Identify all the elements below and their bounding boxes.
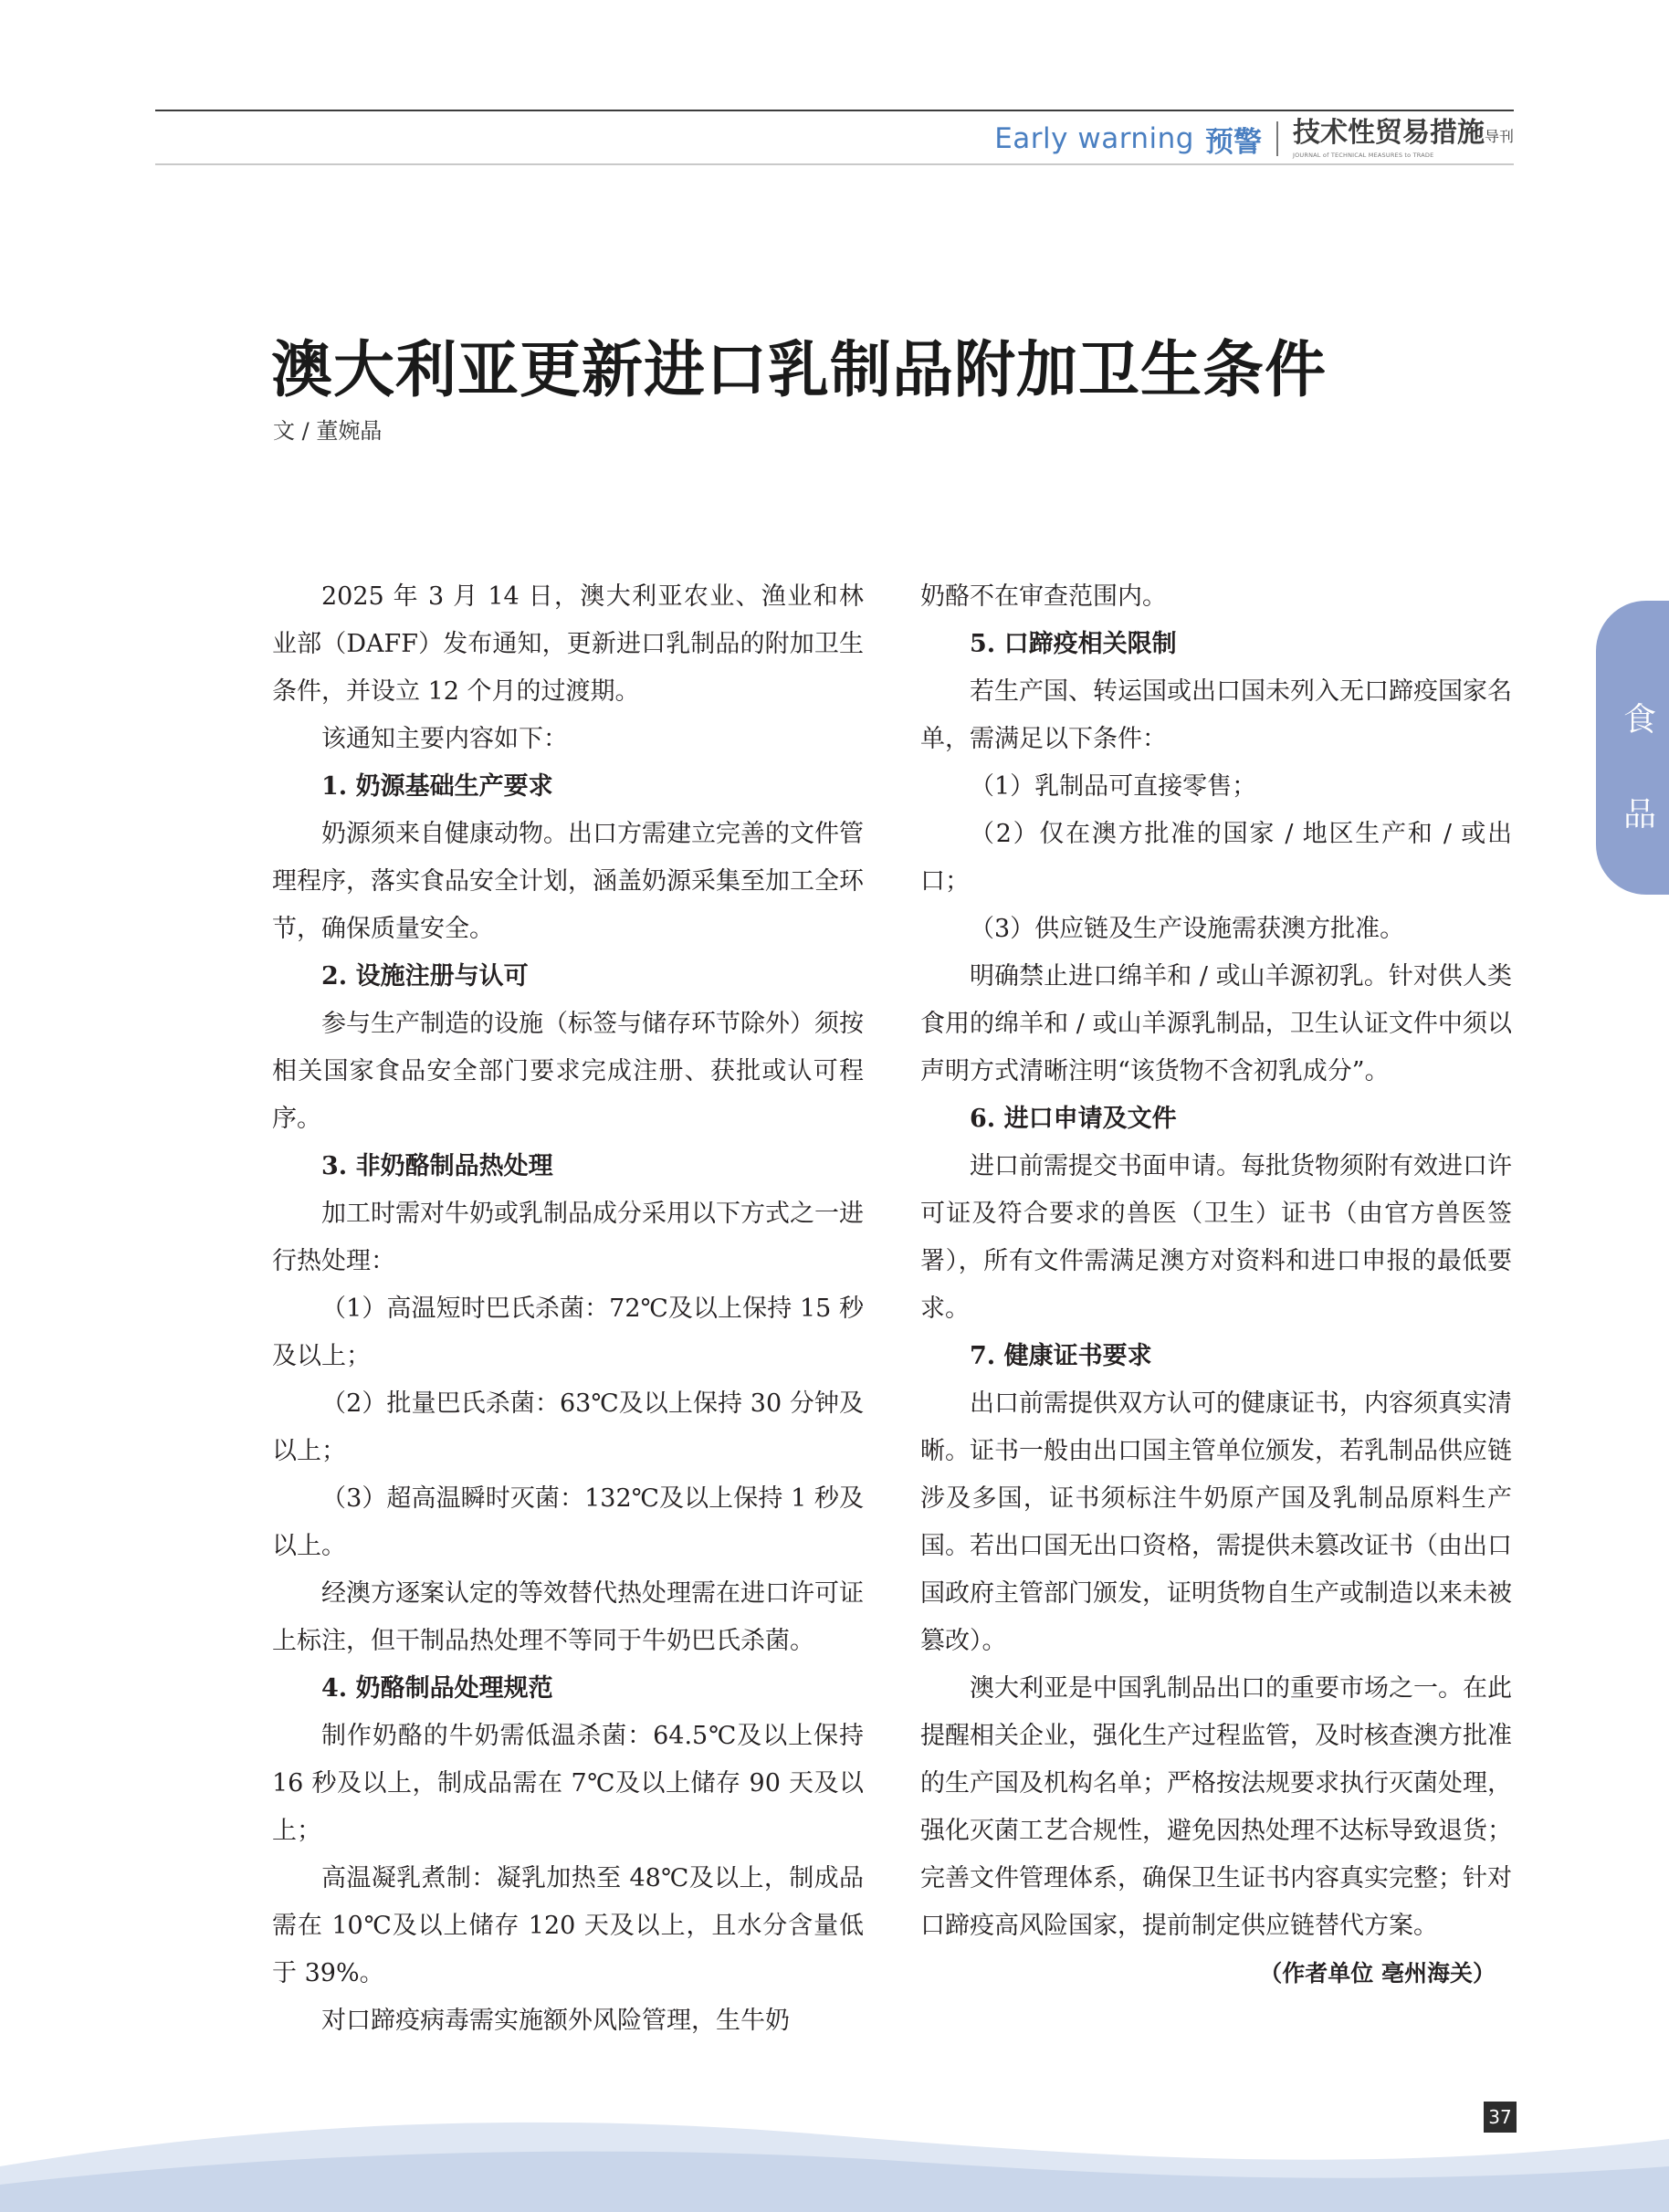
- paragraph: （2）仅在澳方批准的国家 / 地区生产和 / 或出口；: [920, 820, 1512, 896]
- article-title: 澳大利亚更新进口乳制品附加卫生条件: [271, 334, 1327, 405]
- magazine-logo: [1293, 119, 1514, 159]
- section-heading: 6. 进口申请及文件: [970, 1105, 1177, 1133]
- header-top-rule: [155, 110, 1514, 111]
- section-heading: 2. 设施注册与认可: [321, 962, 529, 991]
- paragraph: 对口蹄疫病毒需实施额外风险管理，生牛奶: [321, 2007, 790, 2035]
- magazine-name-text: 技术性贸易措施: [1292, 117, 1485, 149]
- author-affiliation: （作者单位 亳州海关）: [1259, 1960, 1496, 1987]
- section-heading: 3. 非奶酪制品热处理: [321, 1152, 553, 1180]
- section-heading: 5. 口蹄疫相关限制: [970, 630, 1177, 658]
- header-separator: [1276, 121, 1278, 156]
- article-byline: 文 / 董婉晶: [273, 418, 383, 444]
- bottom-wave-decoration: [0, 2093, 1669, 2212]
- side-tab-char-1: 食: [1623, 701, 1657, 739]
- paragraph: 该通知主要内容如下：: [321, 725, 568, 753]
- section-side-tab: [1596, 601, 1669, 895]
- page-number: 37: [1484, 2102, 1517, 2133]
- paragraph: 制作奶酪的牛奶需低温杀菌：64.5℃及以上保持 16 秒及以上，制成品需在 7℃及以上储存 90 天及以上；: [272, 1722, 864, 1845]
- magazine-suffix: 导刊: [1484, 128, 1514, 145]
- paragraph: （3）供应链及生产设施需获澳方批准。: [970, 915, 1405, 943]
- paragraph: （3）超高温瞬时灭菌：132℃及以上保持 1 秒及以上。: [272, 1484, 864, 1560]
- magazine-name-en: JOURNAL of TECHNICAL MEASURES to TRADE: [1292, 152, 1434, 159]
- header-bottom-rule: [155, 163, 1514, 165]
- paragraph: 加工时需对牛奶或乳制品成分采用以下方式之一进行热处理：: [272, 1200, 864, 1275]
- paragraph: 高温凝乳煮制：凝乳加热至 48℃及以上，制成品需在 10℃及以上储存 120 天及以上，且水分含量低于 39%。: [272, 1864, 864, 1987]
- section-heading: 1. 奶源基础生产要求: [321, 772, 553, 801]
- side-tab-char-2: 品: [1623, 796, 1657, 833]
- left-column: [272, 573, 864, 2045]
- section-label-cn: 预警: [1204, 125, 1262, 159]
- paragraph: 参与生产制造的设施（标签与储存环节除外）须按相关国家食品安全部门要求完成注册、获批或认可程序。: [272, 1010, 864, 1133]
- magazine-name: [1293, 119, 1514, 152]
- paragraph: 经澳方逐案认定的等效替代热处理需在进口许可证上标注，但干制品热处理不等同于牛奶巴氏杀菌。: [272, 1579, 864, 1655]
- paragraph: 若生产国、转运国或出口国未列入无口蹄疫国家名单，需满足以下条件：: [920, 677, 1512, 753]
- paragraph: 进口前需提交书面申请。每批货物须附有效进口许可证及符合要求的兽医（卫生）证书（由官方兽医签署），所有文件需满足澳方对资料和进口申报的最低要求。: [920, 1152, 1512, 1323]
- paragraph: 明确禁止进口绵羊和 / 或山羊源初乳。针对供人类食用的绵羊和 / 或山羊源乳制品，卫生认证文件中须以声明方式清晰注明“该货物不含初乳成分”。: [920, 962, 1512, 1085]
- paragraph: 澳大利亚是中国乳制品出口的重要市场之一。在此提醒相关企业，强化生产过程监管，及时核查澳方批准的生产国及机构名单；严格按法规要求执行灭菌处理，强化灭菌工艺合规性，避免因热处理不达标导致退货；完善文件管理体系，确保卫生证书内容真实完整；针对口蹄疫高风险国家，提前制定供应链替代方案。: [920, 1674, 1512, 1940]
- paragraph: （1）高温短时巴氏杀菌：72℃及以上保持 15 秒及以上；: [272, 1295, 864, 1370]
- paragraph: （1）乳制品可直接零售；: [970, 772, 1257, 801]
- section-heading: 7. 健康证书要求: [970, 1342, 1152, 1370]
- right-column: [920, 573, 1512, 1997]
- paragraph: （2）批量巴氏杀菌：63℃及以上保持 30 分钟及以上；: [272, 1389, 864, 1465]
- section-label-en: Early warning: [994, 122, 1194, 155]
- paragraph: 2025 年 3 月 14 日，澳大利亚农业、渔业和林业部（DAFF）发布通知，更新进口乳制品的附加卫生条件，并设立 12 个月的过渡期。: [272, 582, 864, 706]
- paragraph: 出口前需提供双方认可的健康证书，内容须真实清晰。证书一般由出口国主管单位颁发，若乳制品供应链涉及多国，证书须标注牛奶原产国及乳制品原料生产国。若出口国无出口资格，需提供未篡改证书（由出口国政府主管部门颁发，证明货物自生产或制造以来未被篡改）。: [920, 1389, 1512, 1655]
- section-heading: 4. 奶酪制品处理规范: [321, 1674, 553, 1703]
- paragraph: 奶源须来自健康动物。出口方需建立完善的文件管理程序，落实食品安全计划，涵盖奶源采集至加工全环节，确保质量安全。: [272, 820, 864, 943]
- paragraph: 奶酪不在审查范围内。: [920, 582, 1167, 611]
- running-header: [913, 114, 1514, 163]
